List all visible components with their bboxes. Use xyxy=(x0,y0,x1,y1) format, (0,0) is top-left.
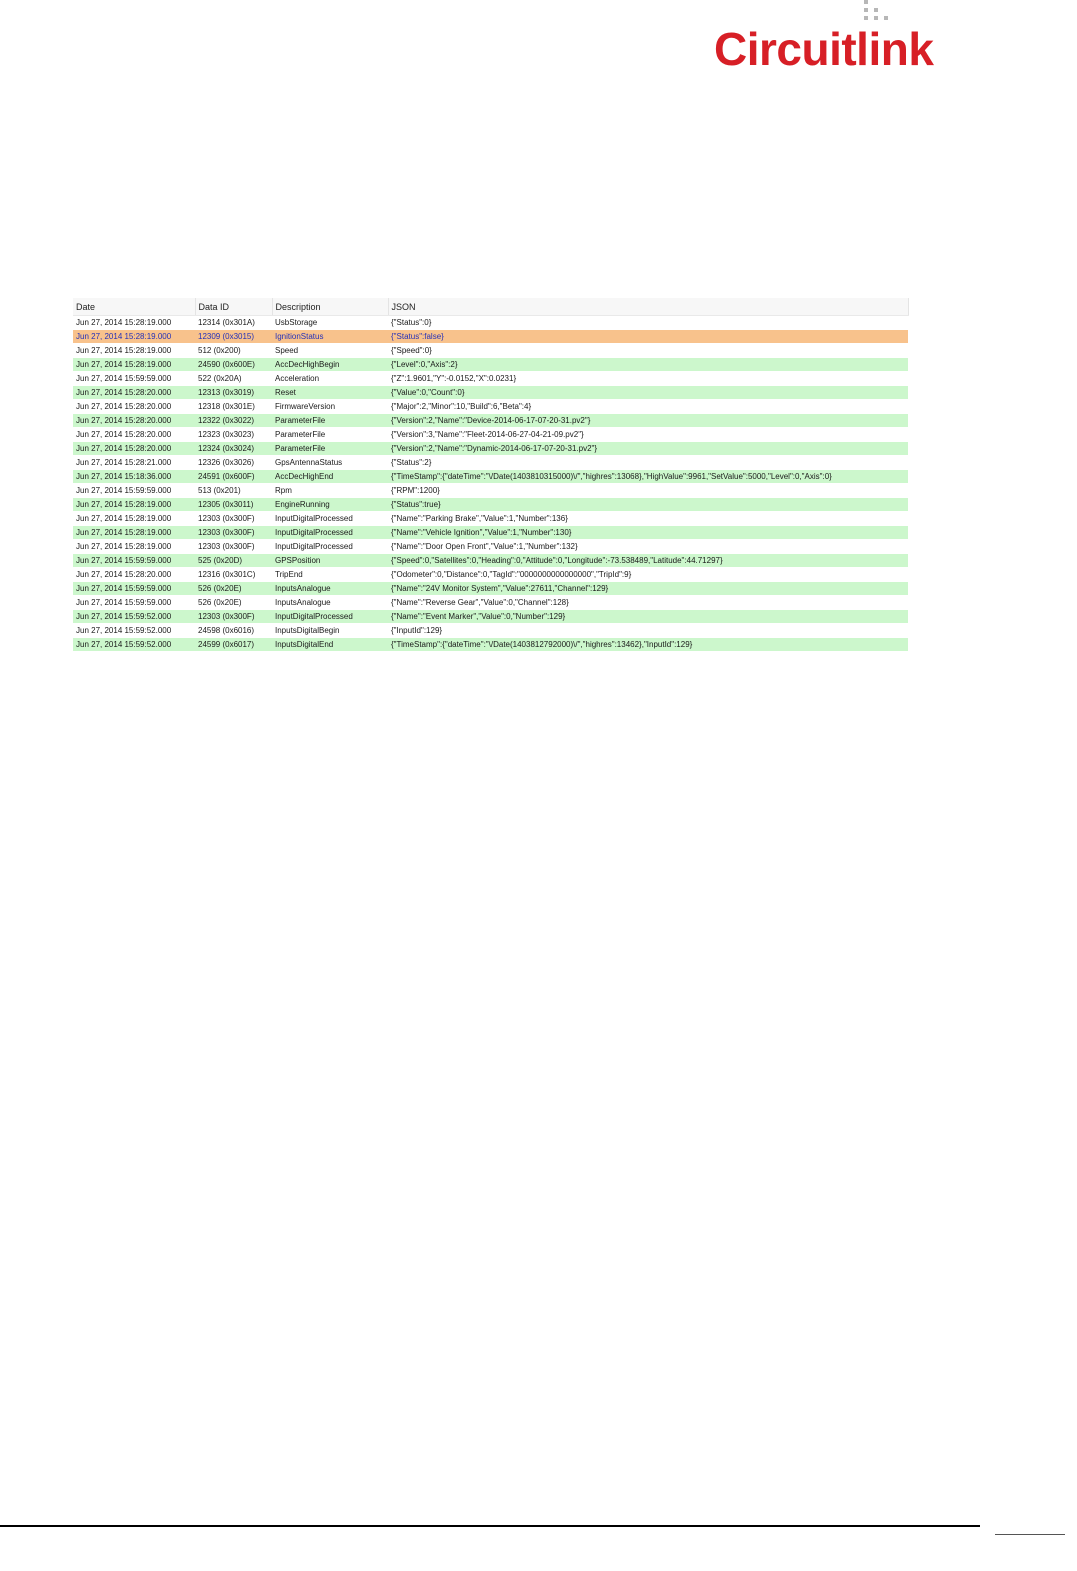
table-row[interactable] xyxy=(73,484,908,498)
cell-description: Rpm xyxy=(272,484,388,498)
cell-json: {"Version":2,"Name":"Dynamic-2014-06-17-07-20-31.pv2"} xyxy=(388,442,908,456)
cell-description: AccDecHighBegin xyxy=(272,358,388,372)
cell-data-id: 513 (0x201) xyxy=(195,484,272,498)
table-row[interactable] xyxy=(73,330,908,344)
cell-description: InputsAnalogue xyxy=(272,582,388,596)
cell-date: Jun 27, 2014 15:28:19.000 xyxy=(73,540,195,554)
table-row[interactable] xyxy=(73,344,908,358)
cell-description: InputsAnalogue xyxy=(272,596,388,610)
cell-date: Jun 27, 2014 15:28:20.000 xyxy=(73,414,195,428)
cell-date: Jun 27, 2014 15:28:19.000 xyxy=(73,498,195,512)
cell-json: {"TimeStamp":{"dateTime":"\/Date(1403810315000)\/","highres":13068},"HighValue":9961,"SetValue":5000,"Level":0,"Axis":0} xyxy=(388,470,908,484)
cell-data-id: 12324 (0x3024) xyxy=(195,442,272,456)
table-row[interactable] xyxy=(73,456,908,470)
table-row[interactable] xyxy=(73,498,908,512)
cell-description: Speed xyxy=(272,344,388,358)
cell-description: Reset xyxy=(272,386,388,400)
cell-date: Jun 27, 2014 15:59:59.000 xyxy=(73,554,195,568)
cell-date: Jun 27, 2014 15:28:20.000 xyxy=(73,568,195,582)
cell-description: GpsAntennaStatus xyxy=(272,456,388,470)
cell-description: ParameterFile xyxy=(272,428,388,442)
cell-json: {"Status":0} xyxy=(388,316,908,330)
table-body xyxy=(73,316,908,652)
cell-description: IgnitionStatus xyxy=(272,330,388,344)
cell-data-id: 12309 (0x3015) xyxy=(195,330,272,344)
cell-date: Jun 27, 2014 15:28:19.000 xyxy=(73,344,195,358)
cell-json: {"Name":"24V Monitor System","Value":27611,"Channel":129} xyxy=(388,582,908,596)
cell-date: Jun 27, 2014 15:59:59.000 xyxy=(73,582,195,596)
circuitlink-logo xyxy=(714,0,984,80)
cell-json: {"Odometer":0,"Distance":0,"TagId":"0000000000000000","TripId":9} xyxy=(388,568,908,582)
column-header-date[interactable]: Date xyxy=(73,298,195,316)
cell-json: {"Name":"Reverse Gear","Value":0,"Channel":128} xyxy=(388,596,908,610)
logo-text: Circuitlink xyxy=(714,23,934,75)
cell-data-id: 12318 (0x301E) xyxy=(195,400,272,414)
cell-data-id: 12303 (0x300F) xyxy=(195,610,272,624)
cell-date: Jun 27, 2014 15:28:20.000 xyxy=(73,386,195,400)
cell-date: Jun 27, 2014 15:59:59.000 xyxy=(73,596,195,610)
cell-data-id: 12305 (0x3011) xyxy=(195,498,272,512)
table-row[interactable] xyxy=(73,512,908,526)
cell-json: {"Status":false} xyxy=(388,330,908,344)
cell-date: Jun 27, 2014 15:28:19.000 xyxy=(73,526,195,540)
cell-data-id: 12323 (0x3023) xyxy=(195,428,272,442)
table-row[interactable] xyxy=(73,358,908,372)
column-header-description[interactable]: Description xyxy=(272,298,388,316)
cell-description: TripEnd xyxy=(272,568,388,582)
table-row[interactable] xyxy=(73,540,908,554)
column-header-json[interactable]: JSON xyxy=(388,298,908,316)
cell-description: FirmwareVersion xyxy=(272,400,388,414)
table-row[interactable] xyxy=(73,624,908,638)
cell-description: InputsDigitalEnd xyxy=(272,638,388,652)
cell-date: Jun 27, 2014 15:59:52.000 xyxy=(73,624,195,638)
table-header-row xyxy=(73,298,908,316)
cell-description: GPSPosition xyxy=(272,554,388,568)
column-header-data-id[interactable]: Data ID xyxy=(195,298,272,316)
cell-data-id: 522 (0x20A) xyxy=(195,372,272,386)
cell-description: EngineRunning xyxy=(272,498,388,512)
cell-description: ParameterFile xyxy=(272,414,388,428)
cell-date: Jun 27, 2014 15:28:19.000 xyxy=(73,330,195,344)
cell-data-id: 525 (0x20D) xyxy=(195,554,272,568)
cell-data-id: 526 (0x20E) xyxy=(195,596,272,610)
cell-date: Jun 27, 2014 15:28:20.000 xyxy=(73,428,195,442)
cell-description: InputDigitalProcessed xyxy=(272,512,388,526)
cell-json: {"InputId":129} xyxy=(388,624,908,638)
cell-json: {"Version":2,"Name":"Device-2014-06-17-07-20-31.pv2"} xyxy=(388,414,908,428)
cell-date: Jun 27, 2014 15:59:59.000 xyxy=(73,484,195,498)
footer-divider xyxy=(0,1525,980,1527)
cell-json: {"Status":2} xyxy=(388,456,908,470)
cell-date: Jun 27, 2014 15:28:21.000 xyxy=(73,456,195,470)
cell-json: {"Major":2,"Minor":10,"Build":6,"Beta":4} xyxy=(388,400,908,414)
cell-description: InputDigitalProcessed xyxy=(272,540,388,554)
table-row[interactable] xyxy=(73,414,908,428)
cell-description: InputsDigitalBegin xyxy=(272,624,388,638)
cell-data-id: 24598 (0x6016) xyxy=(195,624,272,638)
cell-data-id: 12326 (0x3026) xyxy=(195,456,272,470)
cell-date: Jun 27, 2014 15:18:36.000 xyxy=(73,470,195,484)
cell-description: UsbStorage xyxy=(272,316,388,330)
cell-description: InputDigitalProcessed xyxy=(272,526,388,540)
cell-json: {"Level":0,"Axis":2} xyxy=(388,358,908,372)
cell-data-id: 12303 (0x300F) xyxy=(195,512,272,526)
table-row[interactable] xyxy=(73,582,908,596)
table-row[interactable] xyxy=(73,428,908,442)
table-row[interactable] xyxy=(73,316,908,330)
table-row[interactable] xyxy=(73,442,908,456)
cell-json: {"Speed":0} xyxy=(388,344,908,358)
cell-json: {"Z":1.9601,"Y":-0.0152,"X":0.0231} xyxy=(388,372,908,386)
cell-data-id: 12316 (0x301C) xyxy=(195,568,272,582)
cell-description: InputDigitalProcessed xyxy=(272,610,388,624)
cell-json: {"Version":3,"Name":"Fleet-2014-06-27-04-21-09.pv2"} xyxy=(388,428,908,442)
cell-date: Jun 27, 2014 15:59:52.000 xyxy=(73,638,195,652)
cell-date: Jun 27, 2014 15:28:19.000 xyxy=(73,358,195,372)
cell-data-id: 24590 (0x600E) xyxy=(195,358,272,372)
cell-date: Jun 27, 2014 15:59:52.000 xyxy=(73,610,195,624)
page-number-rule xyxy=(995,1534,1065,1535)
table-row[interactable] xyxy=(73,610,908,624)
table-row[interactable] xyxy=(73,470,908,484)
cell-json: {"Speed":0,"Satellites":0,"Heading":0,"Attitude":0,"Longitude":-73.538489,"Latitude":44.71297} xyxy=(388,554,908,568)
cell-data-id: 512 (0x200) xyxy=(195,344,272,358)
table-row[interactable] xyxy=(73,400,908,414)
cell-json: {"Name":"Door Open Front","Value":1,"Number":132} xyxy=(388,540,908,554)
cell-date: Jun 27, 2014 15:59:59.000 xyxy=(73,372,195,386)
cell-json: {"Status":true} xyxy=(388,498,908,512)
table-row[interactable] xyxy=(73,372,908,386)
cell-data-id: 12314 (0x301A) xyxy=(195,316,272,330)
cell-description: Acceleration xyxy=(272,372,388,386)
cell-data-id: 12303 (0x300F) xyxy=(195,526,272,540)
cell-date: Jun 27, 2014 15:28:20.000 xyxy=(73,400,195,414)
cell-json: {"Value":0,"Count":0} xyxy=(388,386,908,400)
cell-json: {"Name":"Parking Brake","Value":1,"Number":136} xyxy=(388,512,908,526)
table-row[interactable] xyxy=(73,526,908,540)
cell-json: {"Name":"Event Marker","Value":0,"Number":129} xyxy=(388,610,908,624)
table-row[interactable] xyxy=(73,638,908,652)
cell-data-id: 24599 (0x6017) xyxy=(195,638,272,652)
cell-data-id: 24591 (0x600F) xyxy=(195,470,272,484)
cell-json: {"TimeStamp":{"dateTime":"\/Date(1403812792000)\/","highres":13462},"InputId":129} xyxy=(388,638,908,652)
cell-json: {"Name":"Vehicle Ignition","Value":1,"Number":130} xyxy=(388,526,908,540)
cell-data-id: 526 (0x20E) xyxy=(195,582,272,596)
cell-description: ParameterFile xyxy=(272,442,388,456)
cell-data-id: 12313 (0x3019) xyxy=(195,386,272,400)
cell-date: Jun 27, 2014 15:28:20.000 xyxy=(73,442,195,456)
table-row[interactable] xyxy=(73,386,908,400)
cell-date: Jun 27, 2014 15:28:19.000 xyxy=(73,512,195,526)
cell-json: {"RPM":1200} xyxy=(388,484,908,498)
table-row[interactable] xyxy=(73,554,908,568)
table-row[interactable] xyxy=(73,568,908,582)
data-log-table xyxy=(73,298,909,652)
cell-data-id: 12322 (0x3022) xyxy=(195,414,272,428)
cell-date: Jun 27, 2014 15:28:19.000 xyxy=(73,316,195,330)
cell-description: AccDecHighEnd xyxy=(272,470,388,484)
table-row[interactable] xyxy=(73,596,908,610)
cell-data-id: 12303 (0x300F) xyxy=(195,540,272,554)
